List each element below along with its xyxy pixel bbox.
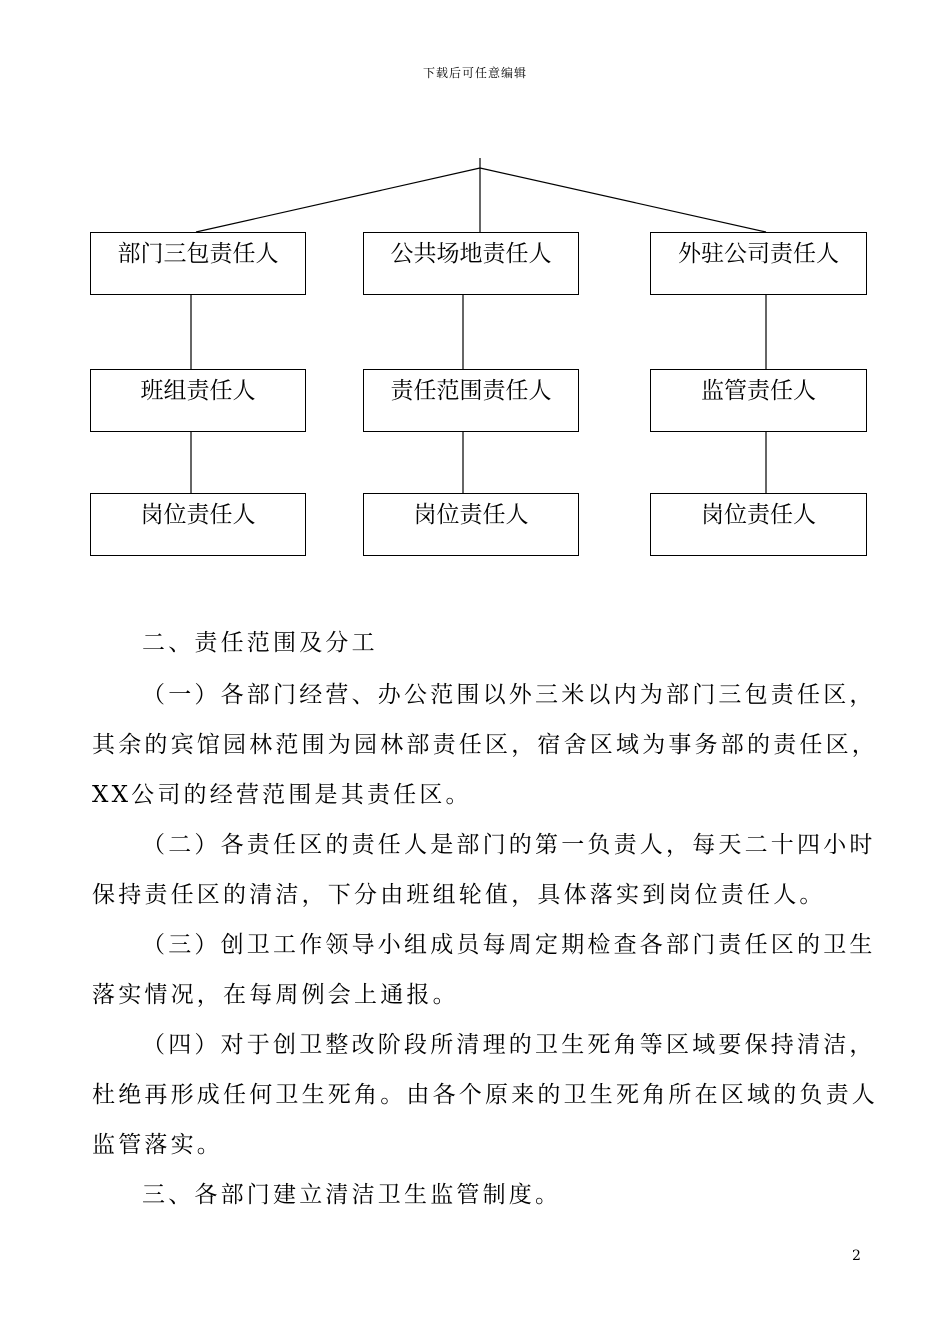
org-box-post-responsible-left: 岗位责任人 (90, 493, 306, 556)
section-2-title: 二、责任范围及分工 (142, 630, 378, 656)
org-box-post-responsible-center: 岗位责任人 (363, 493, 579, 556)
item-1-line-2: 其余的宾馆园林范围为园林部责任区，宿舍区域为事务部的责任区， (92, 732, 878, 758)
org-box-post-responsible-right: 岗位责任人 (650, 493, 867, 556)
item-4-line-2: 杜绝再形成任何卫生死角。由各个原来的卫生死角所在区域的负责人 (92, 1082, 878, 1108)
org-box-public-area-responsible: 公共场地责任人 (363, 232, 579, 295)
item-1-line-1: （一）各部门经营、办公范围以外三米以内为部门三包责任区， (142, 682, 876, 708)
item-4-line-1: （四）对于创卫整改阶段所清理的卫生死角等区域要保持清洁， (142, 1032, 876, 1058)
item-2-line-2: 保持责任区的清洁，下分由班组轮值，具体落实到岗位责任人。 (92, 882, 826, 908)
item-1-line-3: XX公司的经营范围是其责任区。 (92, 782, 472, 808)
item-2-line-1: （二）各责任区的责任人是部门的第一负责人，每天二十四小时 (142, 832, 876, 858)
item-3-line-2: 落实情况，在每周例会上通报。 (92, 982, 459, 1008)
section-3-title: 三、各部门建立清洁卫生监管制度。 (142, 1182, 562, 1208)
org-box-team-responsible: 班组责任人 (90, 369, 306, 432)
org-box-external-company-responsible: 外驻公司责任人 (650, 232, 867, 295)
page-number: 2 (852, 1248, 861, 1264)
branch-line-right (480, 168, 766, 232)
item-3-line-1: （三）创卫工作领导小组成员每周定期检查各部门责任区的卫生 (142, 932, 876, 958)
org-box-supervision-responsible: 监管责任人 (650, 369, 867, 432)
org-box-dept-responsible: 部门三包责任人 (90, 232, 306, 295)
page-header: 下载后可任意编辑 (422, 66, 527, 80)
item-4-line-3: 监管落实。 (92, 1132, 223, 1158)
org-box-scope-responsible: 责任范围责任人 (363, 369, 579, 432)
branch-line-left (196, 168, 480, 232)
